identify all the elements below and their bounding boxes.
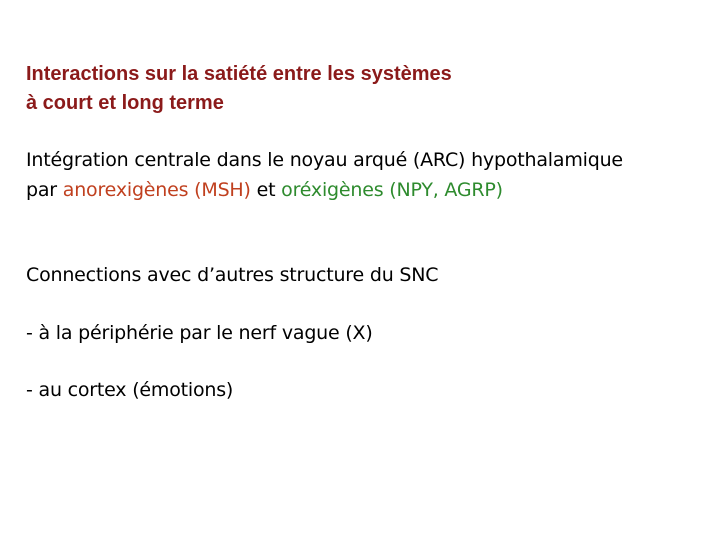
integration-middle: et xyxy=(250,179,282,201)
orexigenes-text: oréxigènes (NPY, AGRP) xyxy=(281,179,503,201)
title-line-1: Interactions sur la satiété entre les systèmes xyxy=(26,63,452,85)
anorexigenes-text: anorexigènes (MSH) xyxy=(62,179,251,201)
title-line-2: à court et long terme xyxy=(26,92,224,114)
slide-title xyxy=(26,60,706,118)
bullet-cortex: - au cortex (émotions) xyxy=(26,379,234,401)
integration-paragraph xyxy=(26,145,716,205)
integration-line-2 xyxy=(26,175,716,205)
integration-prefix: par xyxy=(26,179,63,201)
bullet-periphery: - à la périphérie par le nerf vague (X) xyxy=(26,322,373,344)
integration-line-1: Intégration centrale dans le noyau arqué (ARC) hypothalamique xyxy=(26,149,623,171)
connections-text: Connections avec d’autres structure du SNC xyxy=(26,264,439,286)
